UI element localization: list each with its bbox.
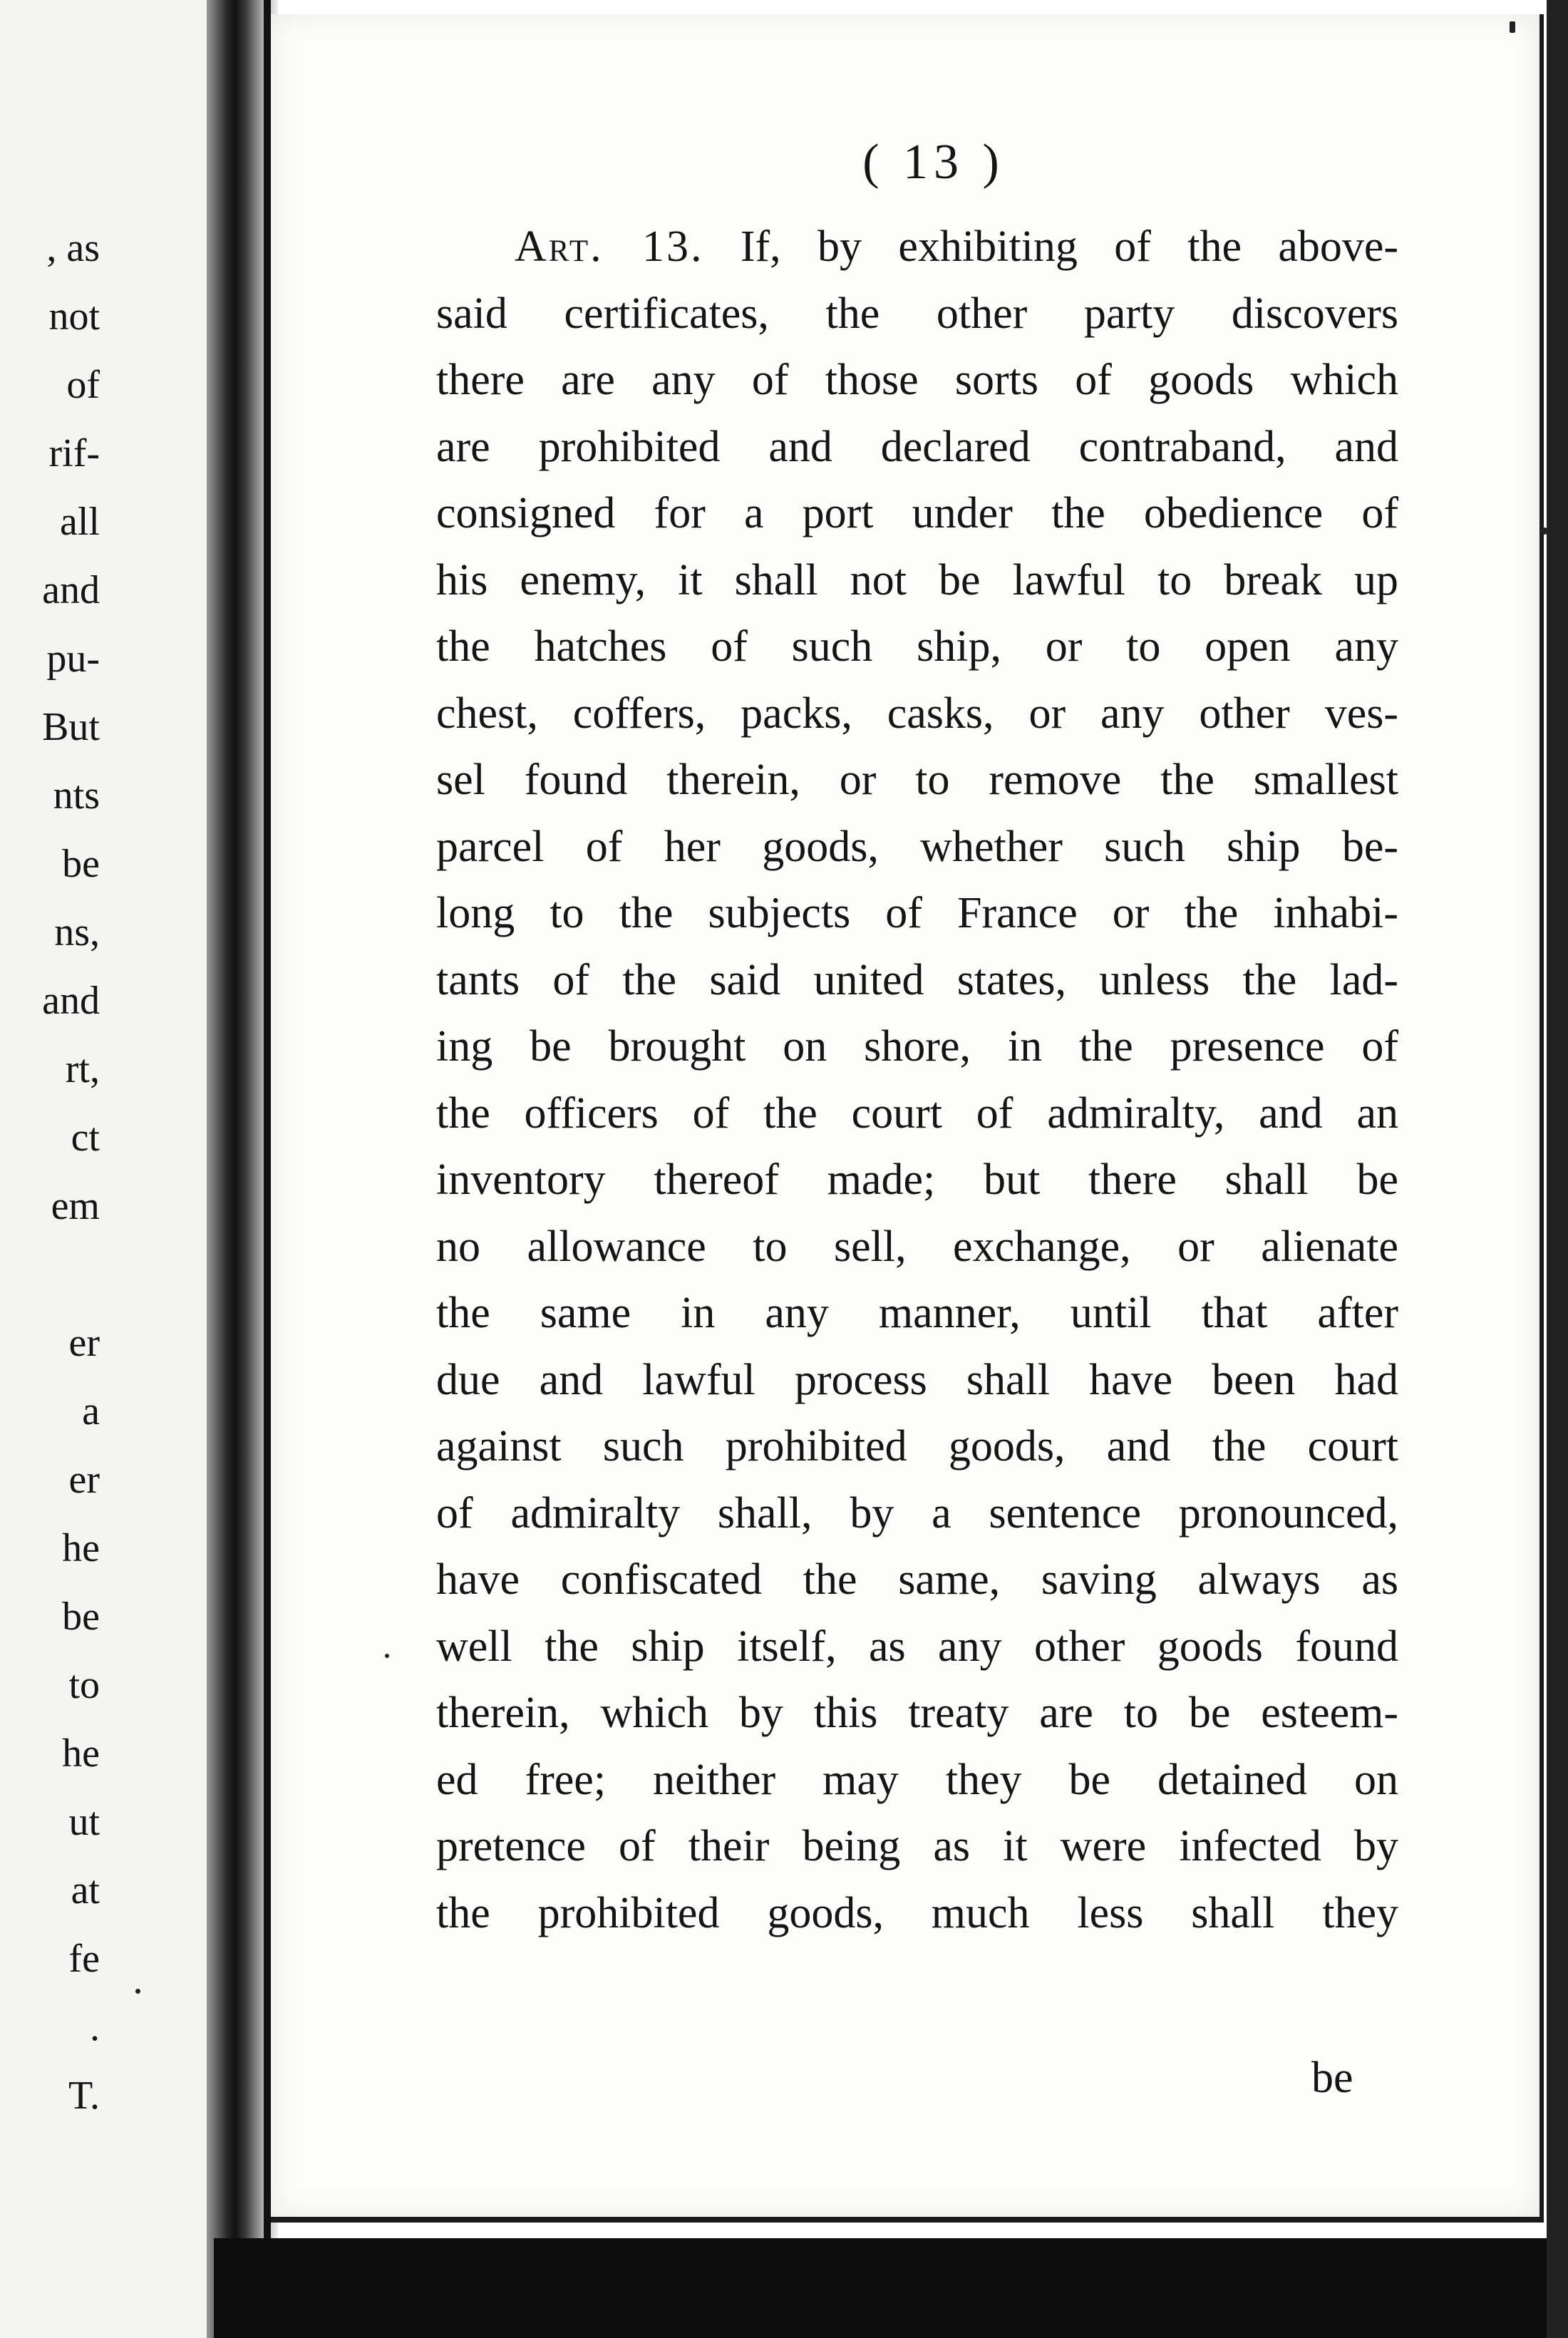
article-line: tants of the said united states, unless the lad- (436, 955, 1398, 1004)
left-page-line: nts (53, 773, 100, 818)
scan-bottom-border (214, 2238, 1568, 2338)
left-page-line: and (42, 979, 100, 1023)
article-line: sel found therein, or to remove the smallest (436, 756, 1398, 804)
left-page-line: of (66, 363, 100, 407)
article-line: pretence of their being as it were infected by (436, 1822, 1398, 1870)
article-line: long to the subjects of France or the inhabi- (436, 889, 1398, 937)
ink-speck (135, 1989, 140, 1994)
article-line: said certificates, the other party discovers (436, 289, 1398, 338)
article-line: ing be brought on shore, in the presence of (436, 1022, 1398, 1071)
article-label: Art. 13. (515, 222, 704, 271)
left-page-line: ns, (54, 910, 100, 954)
article-line: the same in any manner, until that after (436, 1289, 1398, 1337)
left-page-line: all (60, 500, 100, 544)
left-page-line: . (90, 2005, 100, 2049)
left-page-line: and (42, 568, 100, 612)
page-number: ( 13 ) (862, 135, 1005, 190)
left-page-line: ut (68, 1800, 100, 1844)
article-line-text: If, by exhibiting of the above- (740, 222, 1399, 271)
left-page-line: fe (68, 1937, 100, 1981)
left-page-fragment (0, 0, 214, 2338)
article-line: against such prohibited goods, and the court (436, 1422, 1398, 1471)
left-page-line: to (68, 1663, 100, 1707)
left-page-line: But (42, 705, 100, 749)
left-page-line: pu- (46, 637, 100, 681)
article-line: inventory thereof made; but there shall be (436, 1155, 1398, 1204)
article-line: the officers of the court of admiralty, and an (436, 1088, 1398, 1138)
ink-speck (1510, 21, 1515, 33)
article-line: the prohibited goods, much less shall they (436, 1888, 1398, 1937)
article-text (436, 214, 1398, 1947)
left-page-line: rt, (65, 1047, 100, 1091)
left-page-line: rif- (48, 431, 100, 475)
left-page-line: , as (46, 226, 100, 270)
gutter-edge (264, 0, 271, 2338)
article-line: there are any of those sorts of goods which (436, 356, 1398, 404)
article-line: chest, coffers, packs, casks, or any other ves- (436, 689, 1398, 738)
left-page-line: er (68, 1458, 100, 1502)
left-page-line: he (62, 1526, 100, 1570)
left-page-line: be (62, 1595, 100, 1639)
catchword: be (1311, 2054, 1353, 2102)
left-page-line: ct (71, 1116, 100, 1160)
left-page-line: he (62, 1731, 100, 1776)
article-line: of admiralty shall, by a sentence pronounced, (436, 1488, 1398, 1538)
left-page-line: not (48, 294, 100, 339)
article-line: well the ship itself, as any other goods found (436, 1622, 1398, 1671)
article-line: parcel of her goods, whether such ship be- (436, 822, 1398, 871)
article-line: ed free; neither may they be detained on (436, 1755, 1398, 1804)
left-page-line: em (51, 1184, 100, 1228)
left-page-line: er (68, 1321, 100, 1365)
article-line: the hatches of such ship, or to open any (436, 622, 1398, 671)
article-line: his enemy, it shall not be lawful to break up (436, 555, 1398, 604)
article-line: have confiscated the same, saving always as (436, 1555, 1398, 1604)
left-page-line: a (82, 1389, 100, 1433)
left-page-line: be (62, 842, 100, 886)
ink-speck (385, 1654, 389, 1658)
article-line: consigned for a port under the obedience of (436, 489, 1398, 537)
scan-right-border (1547, 0, 1568, 2338)
article-line: therein, which by this treaty are to be esteem- (436, 1689, 1398, 1737)
left-page-line: T. (68, 2074, 100, 2118)
article-line (436, 214, 1398, 281)
article-line: due and lawful process shall have been had (436, 1355, 1398, 1404)
left-page-line: at (71, 1868, 100, 1912)
article-line: are prohibited and declared contraband, and (436, 422, 1398, 471)
article-line: no allowance to sell, exchange, or alienate (436, 1222, 1398, 1271)
ink-speck (1541, 527, 1548, 535)
